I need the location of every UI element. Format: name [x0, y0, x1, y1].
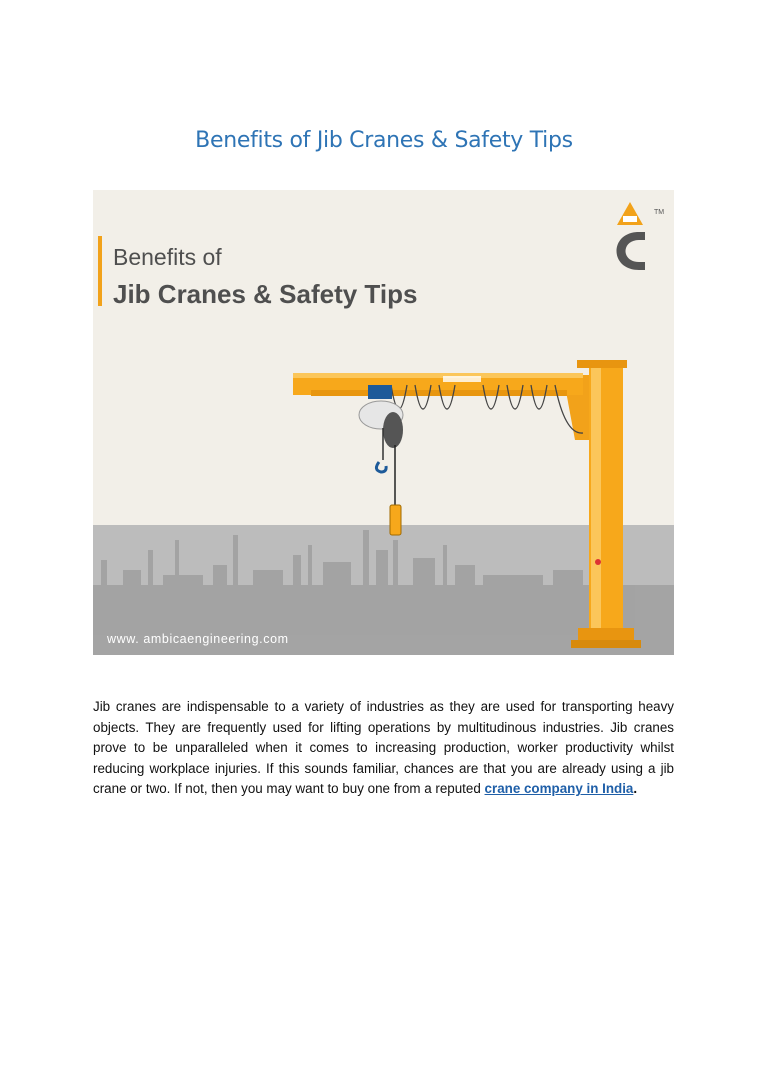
document-title: Benefits of Jib Cranes & Safety Tips: [195, 128, 573, 153]
banner-heading-line1: Benefits of: [113, 244, 222, 270]
trademark-text: TM: [654, 209, 665, 216]
banner-image: [93, 190, 674, 655]
intro-paragraph: [93, 697, 674, 800]
paragraph-text: Jib cranes are indispensable to a variety of industries as they are used for transporting heavy objects. They are frequently used for lifting operations by multitudinous industries. Jib cranes prove to be unparalleled when it comes to increasing production, worker productivity whilst reducing workplace injuries. If this sounds familiar, chances are that you are already using a jib crane or two. If not, then you may want to buy one from a reputed: [93, 699, 674, 796]
crane-company-link[interactable]: crane company in India: [484, 781, 634, 796]
banner-heading-line2: Jib Cranes & Safety Tips: [113, 279, 418, 309]
heading-accent-bar: [98, 236, 102, 306]
banner-website-url: www. ambicaengineering.com: [107, 632, 289, 646]
banner-sky: [93, 190, 674, 525]
paragraph-trailing: .: [633, 781, 638, 796]
